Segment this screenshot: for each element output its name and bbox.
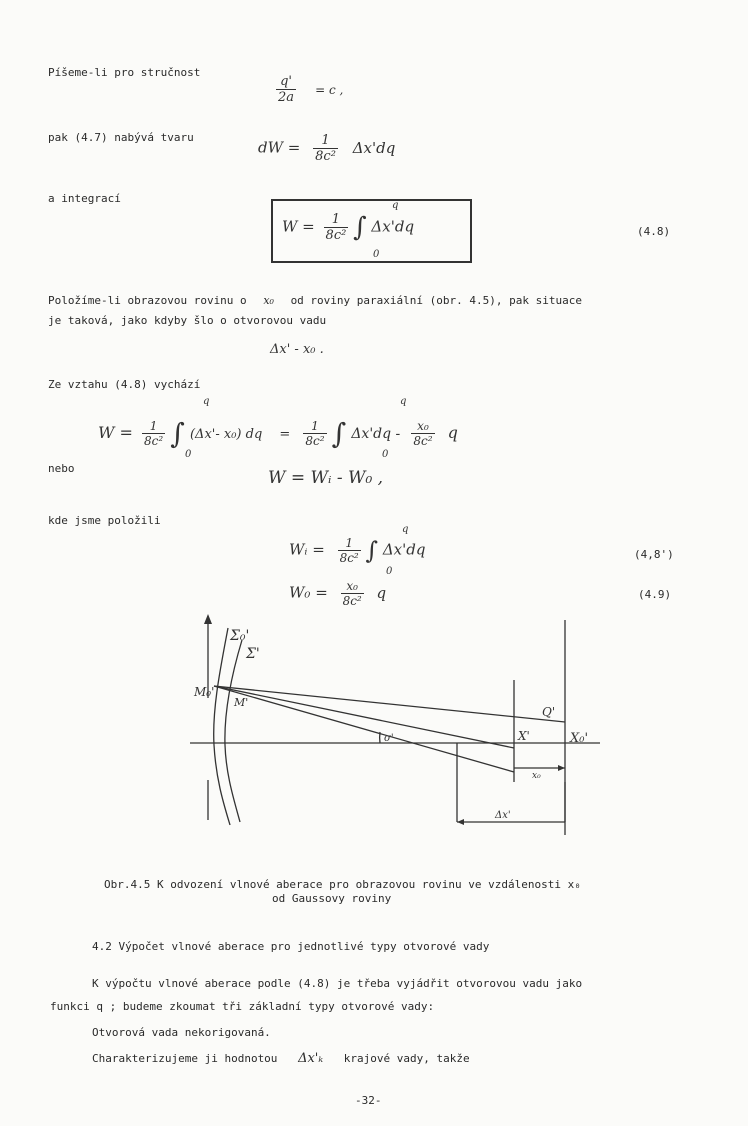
text-line: Otvorová vada nekorigovaná. xyxy=(92,1026,271,1039)
text-line: K výpočtu vlnové aberace podle (4.8) je třeba vyjádřit otvorovou vadu jako xyxy=(92,977,583,990)
integral-upper-limit: q xyxy=(203,396,210,407)
label-sigma-angle: σ' xyxy=(384,733,394,744)
label-m: M' xyxy=(234,696,249,709)
equation-1: $\frac{q'}{2a}$ = c , xyxy=(278,74,344,105)
text-line: funkci q ; budeme zkoumat tři základní typy otvorové vady: xyxy=(50,1000,435,1013)
label-x0-dim: x₀ xyxy=(532,771,541,781)
equation-number: (4,8') xyxy=(634,548,674,561)
integral-lower-limit: 0 xyxy=(382,449,389,460)
integral-lower-limit: 0 xyxy=(373,249,380,260)
label-x0: X₀' xyxy=(570,731,589,746)
wavefront-sigma0 xyxy=(214,628,230,825)
figure-caption: Obr.4.5 K odvození vlnové aberace pro obrazovou rovinu ve vzdálenosti x₀ xyxy=(104,878,581,891)
equation-number: (4.8) xyxy=(637,225,671,238)
text-line: Charakterizujeme ji hodnotou Δx'ₖ krajové vady, takže xyxy=(92,1051,470,1066)
label-x: X' xyxy=(518,729,530,743)
equation-7: Wᵢ = $\frac{1}{\text{8c²}}$ ∫ Δx'dq xyxy=(289,536,426,565)
text-line: nebo xyxy=(48,462,75,475)
integral-upper-limit: q xyxy=(392,200,399,211)
label-dx-dim: Δx' xyxy=(495,810,511,821)
section-heading: 4.2 Výpočet vlnové aberace pro jednotlivé typy otvorové vady xyxy=(92,940,490,953)
text-line: pak (4.7) nabývá tvaru xyxy=(48,131,194,144)
integral-upper-limit: q xyxy=(400,396,407,407)
text-line: Píšeme-li pro stručnost xyxy=(48,66,201,79)
figure-caption-2: od Gaussovy roviny xyxy=(272,892,392,905)
label-m0: M₀' xyxy=(194,685,215,699)
text-line: je taková, jako kdyby šlo o otvorovou vadu xyxy=(48,314,327,327)
ray-middle xyxy=(214,686,514,748)
equation-4: Δx' - x₀ . xyxy=(270,342,324,357)
label-sigma0: Σ₀' xyxy=(230,628,250,644)
text-line: Ze vztahu (4.8) vychází xyxy=(48,378,201,391)
text-line: kde jsme položili xyxy=(48,514,161,527)
equation-6: W = Wᵢ - W₀ , xyxy=(268,468,384,488)
integral-upper-limit: q xyxy=(402,524,409,535)
integral-lower-limit: 0 xyxy=(386,566,393,577)
equation-2: dW = $\frac{1}{\text{8c²}}$ Δx'dq xyxy=(258,133,396,164)
figure-4-5 xyxy=(190,610,610,840)
label-q: Q' xyxy=(542,705,556,719)
wavefront-sigma xyxy=(225,640,242,822)
equation-3: W = $\frac{1}{\text{8c²}}$ ∫ Δx'dq xyxy=(282,212,415,243)
ray-upper xyxy=(214,686,565,722)
text-line: a integrací xyxy=(48,192,121,205)
equation-8: W₀ = $\frac{\text{x₀}}{\text{8c²}}$ q xyxy=(289,579,387,608)
equation-5: W = $\frac{1}{\text{8c²}}$ ∫ (Δx'- x₀) dq = $\frac{1}{\text{8c²}}$ ∫ Δx'dq - $\frac{\text{x₀}}{\text{8c²}}$ q xyxy=(98,417,458,450)
page-number: -32- xyxy=(355,1094,382,1107)
ray-marginal xyxy=(214,686,514,772)
equation-number: (4.9) xyxy=(638,588,672,601)
integral-lower-limit: 0 xyxy=(185,449,192,460)
text-line: Položíme-li obrazovou rovinu o x₀ od roviny paraxiální (obr. 4.5), pak situace xyxy=(48,294,582,307)
label-sigma: Σ' xyxy=(246,646,260,662)
